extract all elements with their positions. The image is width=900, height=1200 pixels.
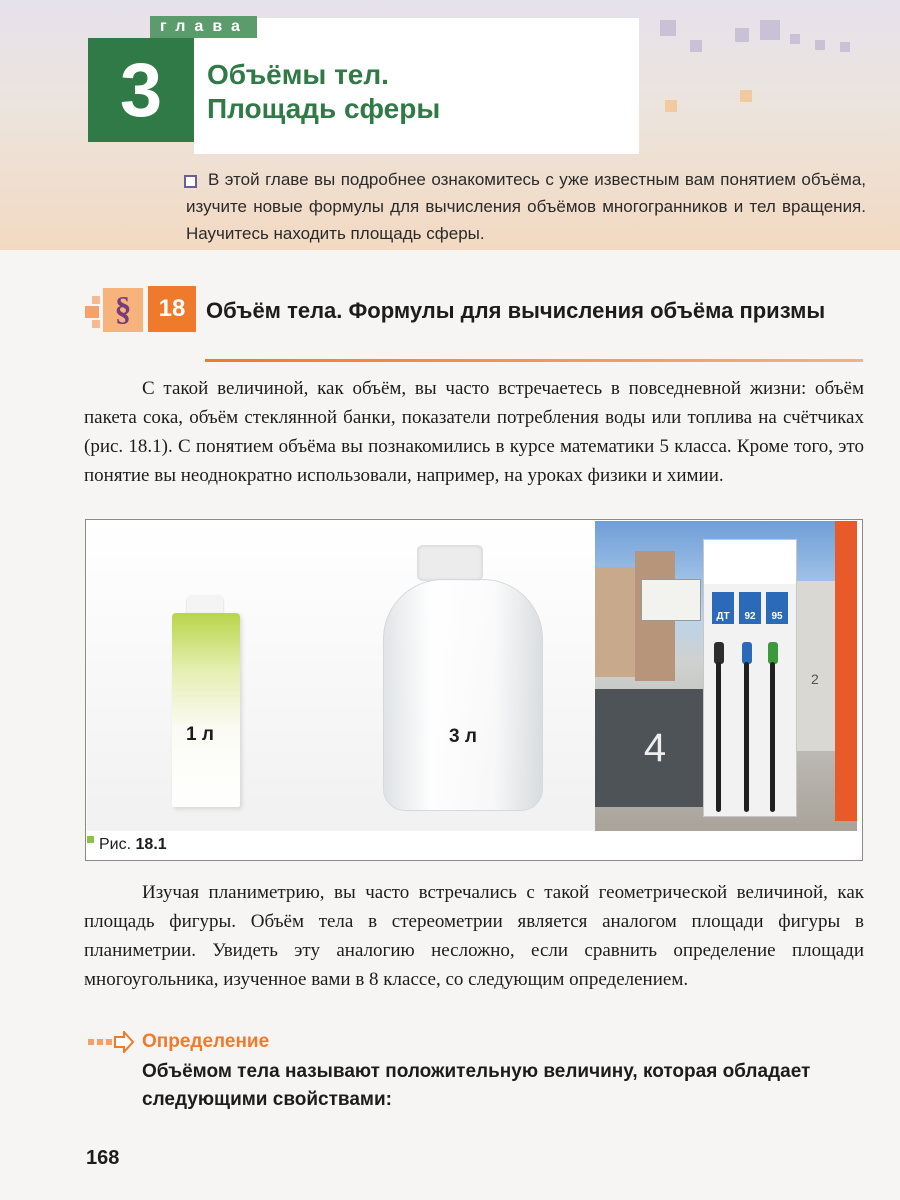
juice-carton-image <box>172 613 240 807</box>
decor-pixel <box>760 20 780 40</box>
decor-pixel <box>790 34 800 44</box>
definition-text: Объёмом тела называют положительную величину, которая обладает следующими свойствами: <box>142 1061 811 1110</box>
glass-jar-image <box>383 579 543 811</box>
fuel-tag-95: 95 <box>766 592 788 624</box>
hose-line <box>744 662 749 812</box>
chapter-title <box>207 58 440 126</box>
paragraph-symbol-icon <box>103 288 143 332</box>
definition-label: Определение <box>142 1031 270 1052</box>
nozzle-icon <box>742 642 752 664</box>
fuel-dispenser-base <box>595 689 715 807</box>
section-divider <box>205 359 863 362</box>
chapter-number-box <box>88 38 194 142</box>
figure-18-1 <box>85 519 863 861</box>
figure-photo-gas-station <box>595 521 857 831</box>
decor-square <box>92 320 100 328</box>
decor-pixel <box>740 90 752 102</box>
fuel-tag-92: 92 <box>739 592 761 624</box>
definition-arrow-icon <box>88 1031 134 1053</box>
chapter-title-line-2: Площадь сферы <box>207 93 441 124</box>
jar-volume-label: 3 л <box>449 726 477 747</box>
decor-pixel <box>665 100 677 112</box>
section-number: 18 <box>158 295 186 322</box>
station-canopy-pillar <box>835 521 857 821</box>
hose-line <box>770 662 775 812</box>
decor-pixel <box>840 42 850 52</box>
figure-caption <box>87 832 167 858</box>
decor-pixel <box>690 40 702 52</box>
body-paragraph-1: С такой величиной, как объём, вы часто встречаетесь в повседневной жизни: объём пакета сока, объём стеклянной банки, показатели потребления воды или топлива на счётчиках (рис. 18.1). С понятием объёма вы познакомились в курсе математики 5 класса. Кроме того, это понятие вы неоднократно использовали, например, на уроках физики и химии. <box>84 378 864 486</box>
fuel-pump-image <box>703 539 797 817</box>
chapter-title-line-1: Объёмы тел. <box>207 59 389 90</box>
chapter-intro: В этой главе вы подробнее ознакомитесь с уже известным вам понятием объёма, изучите новые формулы для вычисления объёмов многогранников и тел вращения. Научитесь находить площадь сферы. <box>186 170 866 243</box>
figure-photo-containers <box>87 521 595 831</box>
decor-pixel <box>815 40 825 50</box>
caption-prefix: Рис. <box>99 836 132 853</box>
decor-pixel <box>660 20 676 36</box>
glass-jar-lid <box>417 545 483 581</box>
decor-square <box>85 306 99 318</box>
hose-line <box>716 662 721 812</box>
nozzle-icon <box>768 642 778 664</box>
side-number: 2 <box>811 671 819 687</box>
chapter-tag: глава <box>150 16 257 38</box>
nozzle-icon <box>714 642 724 664</box>
fuel-tag-diesel: ДТ <box>712 592 734 624</box>
caption-number: 18.1 <box>135 836 167 853</box>
price-display-image <box>641 579 701 621</box>
station-wall <box>795 581 835 751</box>
section-title: Объём тела. Формулы для вычисления объёма призмы <box>206 298 826 323</box>
caption-marker-icon <box>87 836 94 843</box>
pump-top-panel <box>704 540 796 584</box>
decor-pixel <box>735 28 749 42</box>
section-number-box <box>148 286 196 332</box>
carton-volume-label: 1 л <box>186 724 214 745</box>
station-number: 4 <box>643 725 667 770</box>
decor-square <box>92 296 100 304</box>
body-paragraph-2: Изучая планиметрию, вы часто встречались с такой геометрической величиной, как площадь фигуры. Объём тела в стереометрии является аналогом площади фигуры в планиметрии. Увидеть эту аналогию несложно, если сравнить определение площади многоугольника, изученное вами в 8 классе, со следующим определением. <box>84 882 864 990</box>
page-number: 168 <box>86 1147 120 1169</box>
chapter-number: 3 <box>119 47 163 133</box>
section-symbol: § <box>114 291 132 328</box>
